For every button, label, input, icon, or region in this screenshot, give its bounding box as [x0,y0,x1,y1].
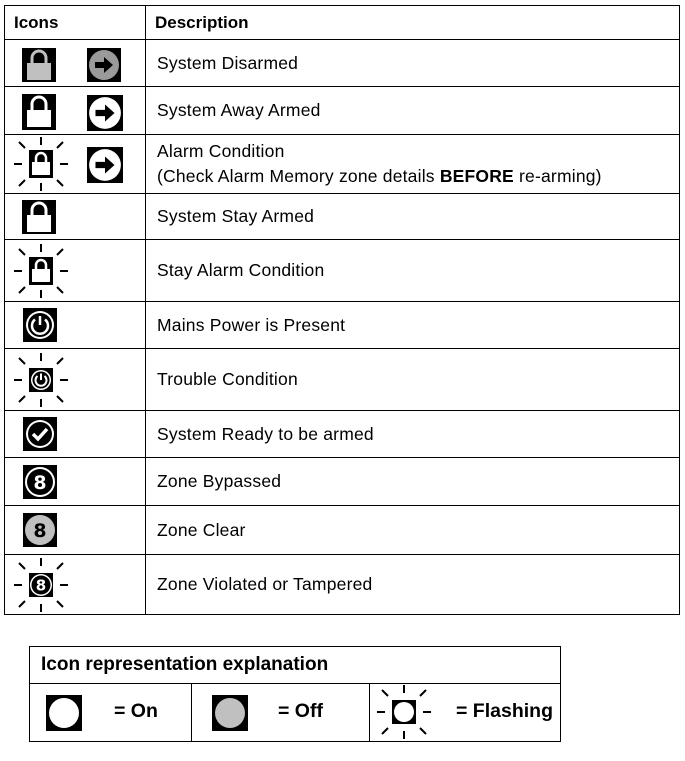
icons-cell [5,555,146,615]
off-indicator-icon [212,695,248,731]
padlock-on-icon [22,94,56,130]
icons-cell [5,40,146,87]
table-row [5,40,680,87]
flashing-indicator-icon [376,684,432,740]
on-indicator-icon [46,695,82,731]
description-text: Zone Clear [157,519,246,540]
icons-cell [5,135,146,194]
description-text: Stay Alarm Condition [157,260,325,280]
table-row [5,87,680,135]
description-cell [146,458,680,506]
description-cell [146,87,680,135]
legend-title: Icon representation explanation [30,647,560,684]
legend-label: = On [114,700,158,722]
zone-number: 8 [33,472,47,494]
description-cell [146,135,680,194]
icons-cell [5,87,146,135]
zone-number: 8 [35,576,47,595]
icons-column-header: Icons [5,6,146,40]
table-row [5,194,680,240]
note-text: (Check Alarm Memory zone details [157,166,440,186]
note-emphasis: BEFORE [439,166,514,186]
legend-item-off [192,684,370,741]
table-row [5,135,680,194]
description-text: System Ready to be armed [157,423,374,444]
zone-number: 8 [33,520,47,542]
table-row [5,349,680,411]
description-text: System Away Armed [157,100,321,120]
power-on-icon [23,308,57,342]
legend-label: = Flashing [456,700,553,722]
icons-cell [5,302,146,349]
icons-cell [5,506,146,555]
arrow-off-icon [87,48,121,82]
checkmark-on-icon [23,417,57,451]
zone-8-flashing-icon [13,557,69,613]
description-cell [146,240,680,302]
legend-label: = Off [278,700,323,722]
description-cell [146,555,680,615]
icons-cell [5,240,146,302]
icons-cell [5,411,146,458]
description-cell [146,194,680,240]
table-row [5,302,680,349]
icons-cell [5,349,146,411]
description-cell [146,411,680,458]
description-cell [146,349,680,411]
padlock-flashing-icon [13,243,69,299]
description-cell [146,506,680,555]
table-row [5,555,680,615]
description-text: Zone Violated or Tampered [157,574,373,594]
description-text: Trouble Condition [157,369,298,389]
table-row [5,506,680,555]
table-row [5,458,680,506]
description-cell [146,40,680,87]
table-row [5,411,680,458]
arrow-on-icon [87,147,123,183]
description-column-header: Description [146,6,680,40]
icon-description-table [4,5,680,615]
description-text: Mains Power is Present [157,314,346,335]
icons-cell [5,458,146,506]
description-text: Zone Bypassed [157,471,282,491]
description-note [157,164,679,189]
description-text: System Stay Armed [157,206,315,226]
description-text: System Disarmed [157,52,299,73]
table-header-row [5,6,680,40]
description-cell [146,302,680,349]
padlock-flashing-icon [13,136,69,192]
table-row [5,240,680,302]
padlock-on-icon [22,200,56,234]
padlock-off-icon [22,48,56,82]
note-text: re-arming) [513,166,602,186]
arrow-on-icon [87,95,123,131]
zone-8-on-icon [23,465,57,499]
description-text: Alarm Condition [157,141,285,161]
icons-cell [5,194,146,240]
power-flashing-icon [13,352,69,408]
legend-item-flashing [370,684,560,741]
zone-8-off-icon [23,513,57,547]
icon-legend [29,646,561,742]
legend-item-on [30,684,192,741]
